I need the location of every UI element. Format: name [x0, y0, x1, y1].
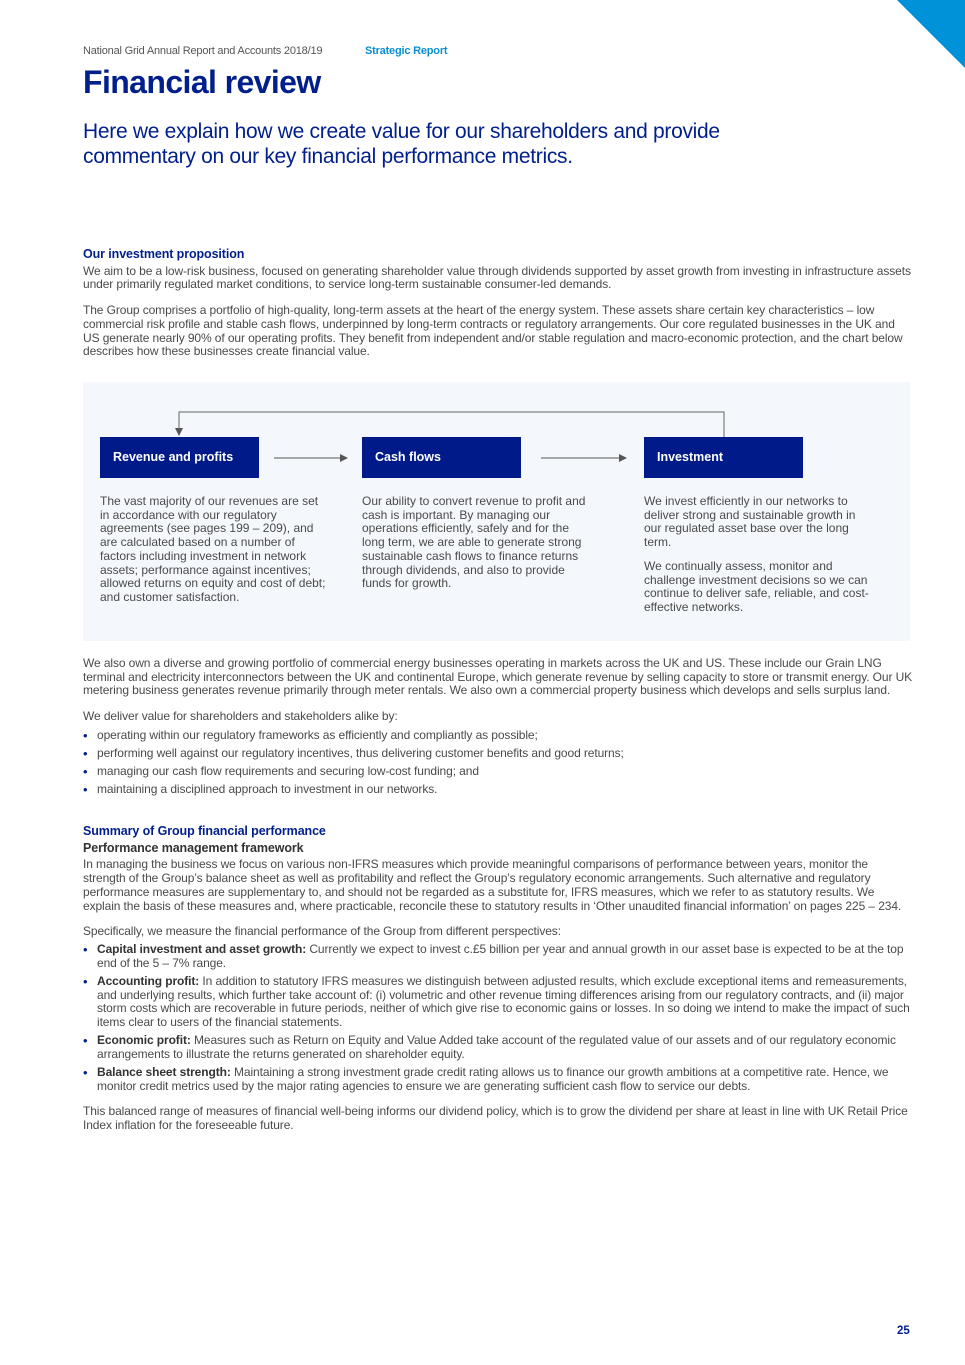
cash-flows-description	[362, 495, 590, 601]
closing-paragraph: This balanced range of measures of financial well-being informs our dividend policy, which is to grow the dividend per share at least in line with UK Retail Price Index inflation for the foreseeable future.	[83, 1104, 908, 1133]
paragraph: We continually assess, monitor and challenge investment decisions so we can continue to deliver safe, reliable, and cost-effective networks.	[644, 558, 869, 614]
list-item: • maintaining a disciplined approach to investment in our networks.	[83, 783, 913, 797]
page-title: Financial review	[83, 64, 321, 100]
measures-list	[83, 943, 913, 1094]
summary-section	[83, 825, 913, 1145]
corner-accent-triangle	[897, 0, 965, 68]
list-item	[83, 1066, 913, 1093]
section-heading: Our investment proposition	[83, 247, 245, 261]
list-item	[83, 975, 913, 1030]
paragraph: We invest efficiently in our networks to deliver strong and sustainable growth in our regulated asset base over the long term.	[644, 494, 856, 550]
node-label: Cash flows	[375, 450, 441, 464]
paragraph: We aim to be a low-risk business, focused on generating shareholder value through dividends supported by asset growth from investing in infrastructure assets under primarily regulated market conditions, to service long-term sustainable consumer-led demands.	[83, 263, 911, 292]
definition: Maintaining a strong investment grade credit rating allows us to finance our growth ambitions at a competitive rate. Hence, we monitor credit metrics used by the major rating agencies to ensure we are generating sufficient cash flow to service our debts.	[97, 1065, 889, 1093]
value-creation-diagram	[83, 382, 910, 641]
node-label: Investment	[657, 450, 723, 464]
list-item: • performing well against our regulatory incentives, thus delivering customer benefits and good returns;	[83, 747, 913, 761]
definition: Measures such as Return on Equity and Value Added take account of the regulated value of our assets and of our regulatory economic arrangements to illustrate the returns generated on shareholder equity.	[97, 1033, 896, 1061]
revenue-description	[100, 495, 330, 615]
list-lead: Specifically, we measure the financial performance of the Group from different perspectives:	[83, 924, 561, 939]
page-number: 25	[897, 1325, 910, 1337]
section-link[interactable]: Strategic Report	[365, 45, 448, 57]
section-heading: Summary of Group financial performance	[83, 824, 326, 838]
investment-proposition-section	[83, 248, 913, 371]
term: Capital investment and asset growth:	[97, 941, 307, 956]
list-item: • managing our cash flow requirements and securing low-cost funding; and	[83, 765, 913, 779]
intro-text: Here we explain how we create value for our shareholders and provide commentary on our key financial performance metrics.	[83, 120, 720, 168]
running-header	[83, 45, 448, 57]
paragraph: The Group comprises a portfolio of high-quality, long-term assets at the heart of the energy system. These assets share certain key characteristics – low commercial risk profile and stable cash flows, underpinned by long-term contracts or regulatory arrangements. Our core regulated businesses in the UK and US generate nearly 90% of our operating profits. They benefit from independent and/or stable regulation and macro-economic protection, and the chart below describes how these businesses create financial value.	[83, 303, 903, 359]
subsection-heading: Performance management framework	[83, 840, 304, 855]
definition: Currently we expect to invest c.£5 billion per year and annual growth in our asset base is expected to be at the top end of the 5 – 7% range.	[97, 941, 904, 970]
node-revenue-and-profits	[100, 437, 259, 478]
list-lead: We deliver value for shareholders and stakeholders alike by:	[83, 709, 398, 724]
definition: In addition to statutory IFRS measures we distinguish between adjusted results, which exclude exceptional items and remeasurements, and underlying results, which further take account of: (i) volumetric and other revenue timing differences arising from our regulatory contracts, and (ii) major storm costs which are recoverable in future periods, neither of which give rise to economic gains or losses. In so doing we intend to make the impact of such items clear to users of the financial statements.	[97, 973, 910, 1029]
term: Economic profit:	[97, 1033, 191, 1048]
list-item	[83, 943, 913, 970]
paragraph: The vast majority of our revenues are set in accordance with our regulatory agreements (see pages 199 – 209), and are calculated based on a number of factors including investment in network assets; performance against incentives; allowed returns on equity and cost of debt; and customer satisfaction.	[100, 494, 326, 604]
node-label: Revenue and profits	[113, 450, 234, 464]
commercial-section	[83, 657, 913, 807]
value-list	[83, 729, 913, 797]
investment-description	[644, 495, 869, 625]
list-item: • operating within our regulatory frameworks as efficiently and compliantly as possible;	[83, 729, 913, 743]
publication-title: National Grid Annual Report and Accounts 2018/19	[83, 45, 323, 57]
paragraph: We also own a diverse and growing portfolio of commercial energy businesses operating in markets across the UK and US. These include our Grain LNG terminal and electricity interconnectors between the UK and continental Europe, which generate revenue by selling capacity to store or transmit energy. Our UK metering business generates revenue primarily through meter rentals. We also own a commercial property business which develops and sells surplus land.	[83, 656, 913, 698]
term: Balance sheet strength:	[97, 1065, 231, 1080]
list-item	[83, 1034, 913, 1061]
paragraph: In managing the business we focus on various non-IFRS measures which provide meaningful comparisons of performance between years, monitor the strength of the Group’s balance sheet as well as profitability and reflect the Group’s regulatory economic arrangements. Such alternative and regulatory performance measures are supplementary to, and should not be regarded as a substitute for, IFRS measures, which we refer to as statutory results. We explain the basis of these measures and, where practicable, reconcile these to statutory results in ‘Other unaudited financial information’ on pages 225 – 234.	[83, 857, 902, 913]
node-investment	[644, 437, 803, 478]
paragraph: Our ability to convert revenue to profit and cash is important. By managing our operations efficiently, safely and for the long term, we are able to generate strong sustainable cash flows to finance returns through dividends, and also to provide funds for growth.	[362, 494, 586, 591]
term: Accounting profit:	[97, 973, 200, 988]
node-cash-flows	[362, 437, 521, 478]
